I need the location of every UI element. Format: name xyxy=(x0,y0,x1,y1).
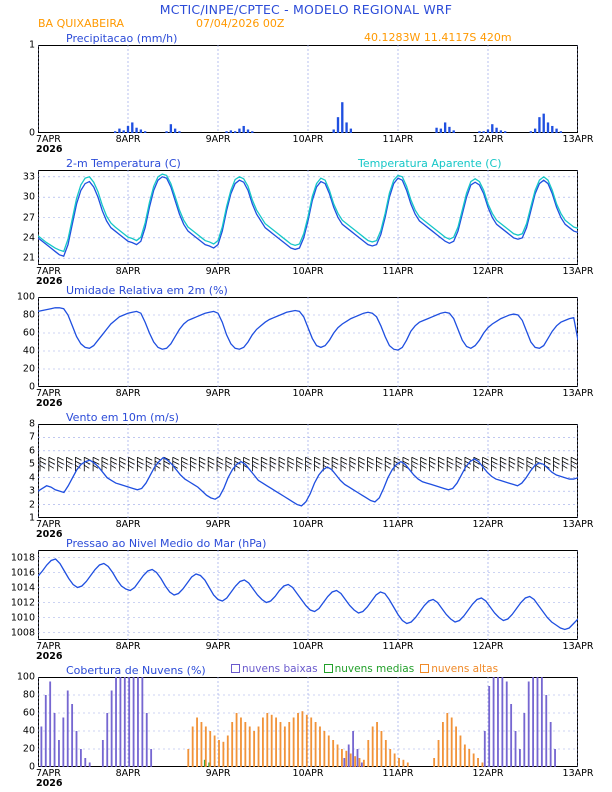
x-tick-label: 13APR xyxy=(562,641,594,652)
chart-clouds xyxy=(16,663,594,789)
chart-title: Precipitacao (mm/h) xyxy=(66,32,178,45)
y-tick-label: 1018 xyxy=(10,552,35,563)
y-tick-label: 0 xyxy=(28,381,35,393)
x-tick-label: 10APR xyxy=(292,134,324,145)
y-tick-label: 30 xyxy=(22,191,35,203)
chart-svg xyxy=(38,677,578,767)
y-tick-label: 0 xyxy=(28,127,35,139)
y-tick-label: 21 xyxy=(22,252,35,264)
x-tick-label: 10APR xyxy=(292,641,324,652)
x-tick-label: 11APR xyxy=(382,266,414,277)
x-tick-label: 12APR xyxy=(472,134,504,145)
y-tick-label: 2 xyxy=(28,499,35,511)
y-tick-label: 5 xyxy=(28,458,35,470)
x-tick-label: 8APR xyxy=(115,768,141,779)
legend xyxy=(231,663,504,675)
x-tick-label: 13APR xyxy=(562,768,594,779)
chart-humidity xyxy=(16,284,594,409)
x-tick-label: 11APR xyxy=(382,134,414,145)
x-tick-label: 12APR xyxy=(472,641,504,652)
y-tick-label: 1014 xyxy=(10,582,35,593)
x-tick-label: 11APR xyxy=(382,519,414,530)
y-tick-label: 6 xyxy=(28,445,35,457)
chart-title-secondary: Temperatura Aparente (C) xyxy=(358,157,502,170)
x-tick-label: 8APR xyxy=(115,134,141,145)
x-tick-label: 9APR xyxy=(205,641,231,652)
chart-title: Vento em 10m (m/s) xyxy=(66,411,179,424)
x-axis-year: 2026 xyxy=(36,529,63,540)
y-tick-label: 1 xyxy=(28,39,35,51)
chart-title: Pressao ao Nivel Medio do Mar (hPa) xyxy=(66,537,267,550)
legend-swatch xyxy=(420,664,429,673)
chart-svg xyxy=(38,424,578,518)
chart-temperature xyxy=(22,157,594,287)
y-tick-label: 1010 xyxy=(10,612,35,623)
y-tick-label: 40 xyxy=(22,345,35,357)
y-tick-label: 8 xyxy=(28,418,35,430)
x-tick-label: 13APR xyxy=(562,519,594,530)
y-tick-label: 1008 xyxy=(10,627,35,638)
page-title: MCTIC/INPE/CPTEC - MODELO REGIONAL WRF xyxy=(159,2,453,17)
legend-item xyxy=(420,663,498,675)
y-tick-label: 60 xyxy=(22,327,35,339)
x-axis-year: 2026 xyxy=(36,778,63,789)
x-tick-label: 10APR xyxy=(292,266,324,277)
x-tick-label: 7APR xyxy=(36,641,61,652)
x-tick-label: 12APR xyxy=(472,768,504,779)
x-tick-label: 9APR xyxy=(205,768,231,779)
chart-title: 2-m Temperatura (C) xyxy=(66,157,181,170)
x-tick-label: 8APR xyxy=(115,641,141,652)
y-tick-label: 0 xyxy=(28,761,35,773)
station-name: BA QUIXABEIRA xyxy=(38,17,125,30)
x-tick-label: 10APR xyxy=(292,519,324,530)
chart-pressure xyxy=(10,537,594,662)
x-axis-year: 2026 xyxy=(36,651,63,662)
legend-item xyxy=(231,663,318,675)
y-tick-label: 20 xyxy=(22,363,35,375)
y-tick-label: 20 xyxy=(22,743,35,755)
x-tick-label: 7APR xyxy=(36,768,61,779)
x-tick-label: 11APR xyxy=(382,641,414,652)
y-tick-label: 80 xyxy=(22,689,35,701)
x-tick-label: 9APR xyxy=(205,388,231,399)
x-tick-label: 10APR xyxy=(292,768,324,779)
x-tick-label: 7APR xyxy=(36,388,61,399)
legend-label: nuvens baixas xyxy=(242,663,318,675)
x-tick-label: 13APR xyxy=(562,388,594,399)
run-date: 07/04/2026 00Z xyxy=(196,17,285,30)
x-axis-year: 2026 xyxy=(36,276,63,287)
chart-svg xyxy=(38,170,578,265)
y-tick-label: 40 xyxy=(22,725,35,737)
x-tick-label: 12APR xyxy=(472,388,504,399)
y-tick-label: 80 xyxy=(22,309,35,321)
x-tick-label: 13APR xyxy=(562,134,594,145)
x-tick-label: 12APR xyxy=(472,266,504,277)
chart-svg xyxy=(38,45,578,133)
legend-swatch xyxy=(324,664,333,673)
x-tick-label: 7APR xyxy=(36,519,61,530)
x-tick-label: 8APR xyxy=(115,266,141,277)
y-tick-label: 100 xyxy=(16,671,35,683)
legend-swatch xyxy=(231,664,240,673)
y-tick-label: 27 xyxy=(22,212,35,223)
chart-wind xyxy=(28,411,594,540)
chart-svg xyxy=(38,550,578,640)
x-tick-label: 9APR xyxy=(205,519,231,530)
x-tick-label: 12APR xyxy=(472,519,504,530)
y-tick-label: 1 xyxy=(28,512,35,524)
x-tick-label: 11APR xyxy=(382,768,414,779)
y-tick-label: 7 xyxy=(28,431,35,443)
legend-item xyxy=(324,663,415,675)
chart-title: Cobertura de Nuvens (%) xyxy=(66,664,206,677)
x-tick-label: 9APR xyxy=(205,266,231,277)
y-tick-label: 100 xyxy=(16,291,35,303)
legend-label: nuvens altas xyxy=(431,663,499,675)
x-axis-year: 2026 xyxy=(36,398,63,409)
legend-label: nuvens medias xyxy=(334,663,415,675)
x-tick-label: 10APR xyxy=(292,388,324,399)
coordinates: 40.1283W 11.4117S 420m xyxy=(364,31,512,44)
x-tick-label: 13APR xyxy=(562,266,594,277)
x-tick-label: 7APR xyxy=(36,134,61,145)
chart-title: Umidade Relativa em 2m (%) xyxy=(66,284,228,297)
x-tick-label: 8APR xyxy=(115,388,141,399)
y-tick-label: 3 xyxy=(28,485,35,497)
y-tick-label: 1012 xyxy=(10,597,35,608)
x-tick-label: 9APR xyxy=(205,134,231,145)
x-tick-label: 8APR xyxy=(115,519,141,530)
x-axis-year: 2026 xyxy=(36,144,63,155)
y-tick-label: 1016 xyxy=(10,567,35,578)
x-tick-label: 7APR xyxy=(36,266,61,277)
y-tick-label: 4 xyxy=(28,472,35,484)
x-tick-label: 11APR xyxy=(382,388,414,399)
y-tick-label: 60 xyxy=(22,707,35,719)
y-tick-label: 24 xyxy=(22,232,35,244)
y-tick-label: 33 xyxy=(22,171,35,183)
chart-svg xyxy=(38,297,578,387)
